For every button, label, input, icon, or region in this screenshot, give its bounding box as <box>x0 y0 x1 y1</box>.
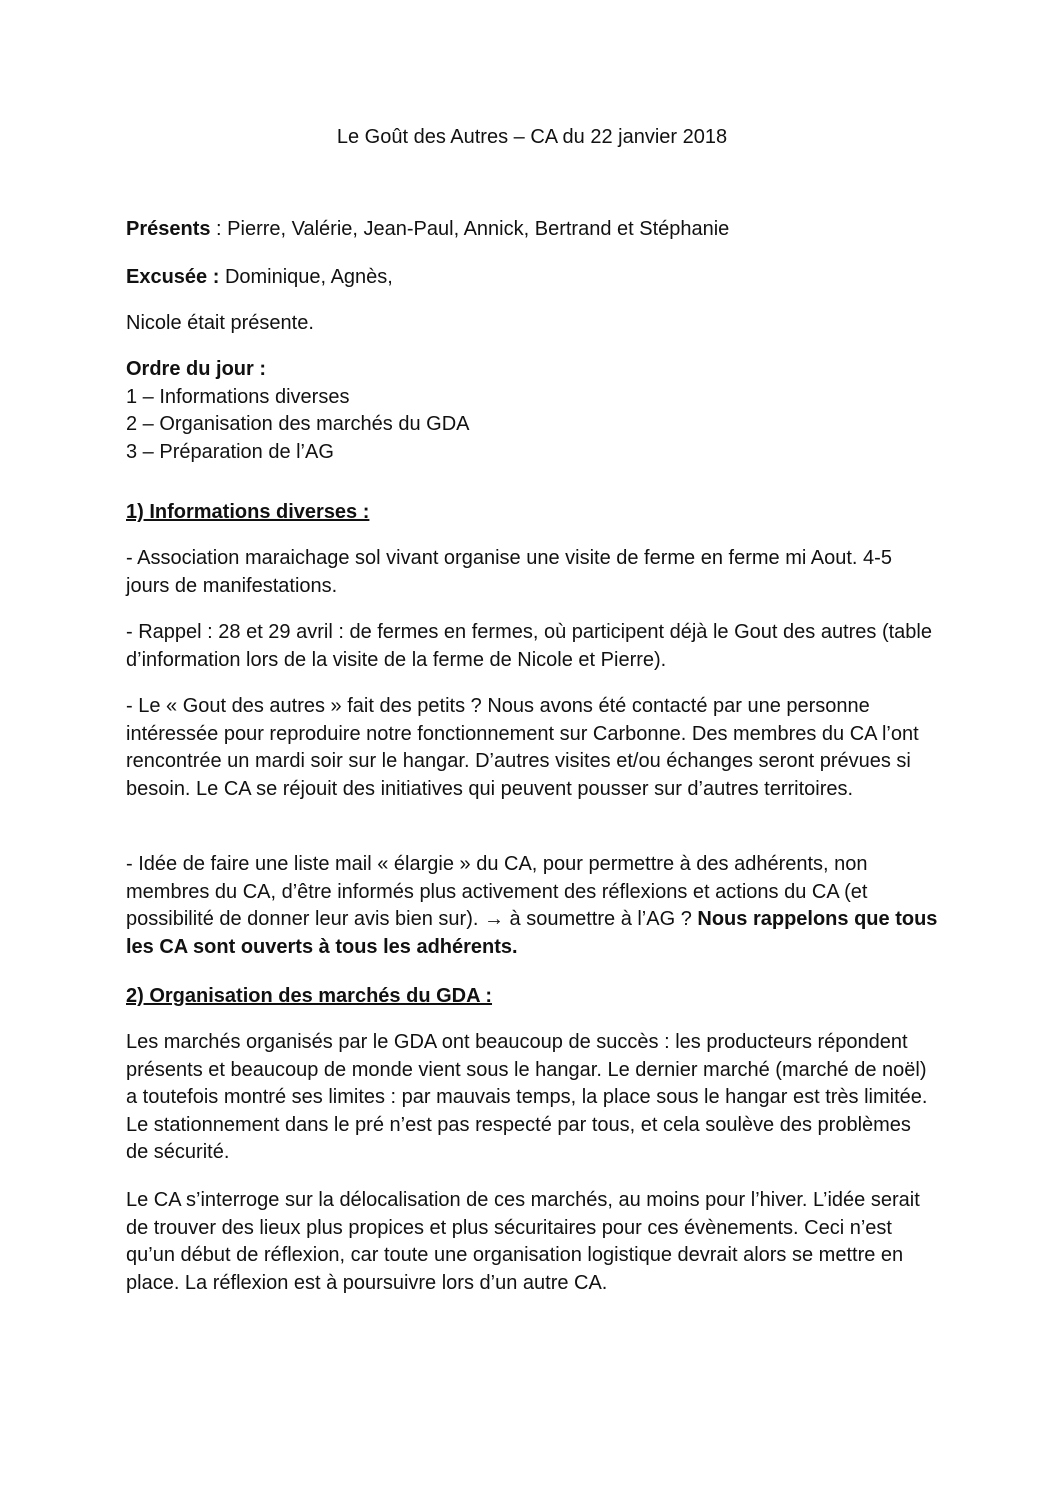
section1-paragraph-mail-list <box>126 851 938 961</box>
presents-names: : Pierre, Valérie, Jean-Paul, Annick, Bertrand et Stéphanie <box>210 218 730 240</box>
section1-paragraph: - Association maraichage sol vivant organise une visite de ferme en ferme mi Aout. 4-5 jours de manifestations. <box>126 547 892 597</box>
excusee-names: Dominique, Agnès, <box>219 266 393 288</box>
section1-paragraph: - Le « Gout des autres » fait des petits ? Nous avons été contacté par une personne intéressée pour reproduire notre fonctionnement sur Carbonne. Des membres du CA l’ont rencontrée un mardi soir sur le hangar. D’autres visites et/ou échanges seront prévues si besoin. Le CA se réjouit des initiatives qui peuvent pousser sur d’autres territoires. <box>126 695 919 800</box>
section2-paragraph: Les marchés organisés par le GDA ont beaucoup de succès : les producteurs répondent présents et beaucoup de monde vient sous le hangar. Le dernier marché (marché de noël) a toutefois montré ses limites : par mauvais temps, la place sous le hangar est très limitée. Le stationnement dans le pré n’est pas respecté par tous, et cela soulève des problèmes de sécurité. <box>126 1031 928 1163</box>
section2-heading: 2) Organisation des marchés du GDA : <box>126 985 493 1007</box>
excusee-line <box>126 264 938 292</box>
excusee-label: Excusée : <box>126 266 220 288</box>
agenda-item: 2 – Organisation des marchés du GDA <box>126 413 470 435</box>
mail-list-bold-note: Nous rappelons que tous les CA sont ouverts à tous les adhérents. <box>126 908 938 958</box>
agenda <box>126 356 938 466</box>
section1-heading: 1) Informations diverses : <box>126 501 370 523</box>
presents-label: Présents <box>126 218 211 240</box>
section2-paragraph: Le CA s’interroge sur la délocalisation de ces marchés, au moins pour l’hiver. L’idée serait de trouver des lieux plus propices et plus sécuritaires pour ces évènements. Ceci n’est qu’un début de réflexion, car toute une organisation logistique devrait alors se mettre en place. La réflexion est à poursuivre lors d’un autre CA. <box>126 1189 920 1294</box>
presents-line <box>126 216 938 244</box>
agenda-item: 1 – Informations diverses <box>126 385 350 408</box>
agenda-label: Ordre du jour : <box>126 358 266 380</box>
section1-paragraph: - Rappel : 28 et 29 avril : de fermes en fermes, où participent déjà le Gout des autres (table d’information lors de la visite de la ferme de Nicole et Pierre). <box>126 621 932 671</box>
nicole-note: Nicole était présente. <box>126 312 314 334</box>
document-title: Le Goût des Autres – CA du 22 janvier 2018 <box>336 126 728 148</box>
mail-list-text: - Idée de faire une liste mail « élargie » du CA, pour permettre à des adhérents, non membres du CA, d’être informés plus activement des réflexions et actions du CA (et possibilité de donner leur avis bien sur). → à soumettre à l’AG ? <box>126 853 868 930</box>
agenda-item: 3 – Préparation de l’AG <box>126 440 334 463</box>
